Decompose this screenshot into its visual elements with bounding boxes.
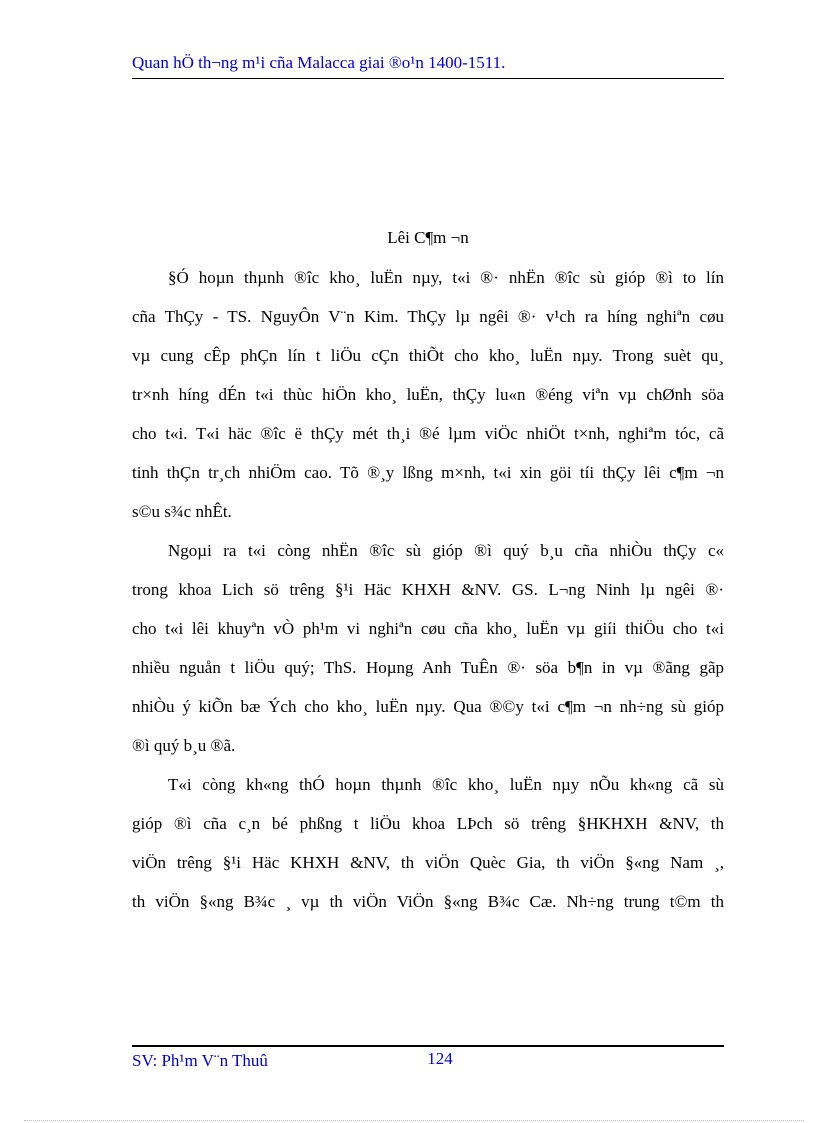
footer-author: SV: Ph¹m V¨n Thuû (132, 1051, 268, 1070)
text-line-10: cho t«i lêi khuyªn vÒ ph¹m vi nghiªn cøu cña kho¸ luËn vµ giíi thiÖu cho t«i (132, 619, 724, 638)
text-line-11: nhiều nguån t liÖu quý; ThS. Hoµng Anh TuÊn ®· söa b¶n in vµ ®ãng gãp (132, 658, 724, 677)
text-line-15: gióp ®ì cña c¸n bé phßng t liÖu khoa LÞch sö trêng §HKHXH &NV, th (132, 814, 724, 833)
text-line-14: T«i còng kh«ng thÓ hoµn thµnh ®îc kho¸ luËn nµy nÕu kh«ng cã sù (168, 775, 724, 794)
text-line-5: cho t«i. T«i häc ®îc ë thÇy mét th¸i ®é lµm viÖc nhiÖt t×nh, nghiªm tóc, cã (132, 424, 724, 443)
text-line-8: Ngoµi ra t«i còng nhËn ®îc sù gióp ®ì quý b¸u cña nhiÒu thÇy c« (168, 541, 724, 560)
text-line-3: vµ cung cÊp phÇn lín t liÖu cÇn thiÕt cho kho¸ luËn nµy. Trong suèt qu¸ (132, 346, 724, 365)
running-header: Quan hÖ th¬ng m¹i cña Malacca giai ®o¹n 1400-1511. (132, 53, 506, 72)
text-line-7: s©u s¾c nhÊt. (132, 502, 232, 521)
text-line-13: ®ì quý b¸u ®ã. (132, 736, 236, 755)
text-line-2: cña ThÇy - TS. NguyÔn V¨n Kim. ThÇy lµ ngêi ®· v¹ch ra híng nghiªn cøu (132, 307, 724, 326)
page-bottom-edge (24, 1120, 804, 1121)
text-line-9: trong khoa Lich sö trêng §¹i Häc KHXH &NV. GS. L¬ng Ninh lµ ngêi ®· (132, 580, 724, 599)
footer-divider (132, 1045, 724, 1047)
text-line-6: tinh thÇn tr¸ch nhiÖm cao. Tõ ®¸y lßng m×nh, t«i xin göi tíi thÇy lêi c¶m ¬n (132, 463, 724, 482)
text-line-16: viÖn trêng §¹i Häc KHXH &NV, th viÖn Quèc Gia, th viÖn §«ng Nam ¸, (132, 853, 724, 872)
page-title: Lêi C¶m ¬n (387, 228, 469, 247)
text-line-1: §Ó hoµn thµnh ®îc kho¸ luËn nµy, t«i ®· nhËn ®îc sù gióp ®ì to lín (168, 268, 724, 287)
text-line-17: th viÖn §«ng B¾c ¸ vµ th viÖn ViÖn §«ng B¾c Cæ. Nh÷ng trung t©m th (132, 892, 724, 911)
text-line-4: tr×nh híng dÉn t«i thùc hiÖn kho¸ luËn, thÇy lu«n ®éng viªn vµ chØnh söa (132, 385, 724, 404)
page-number: 124 (427, 1049, 453, 1068)
document-body (132, 258, 724, 921)
text-line-12: nhiÒu ý kiÕn bæ Ých cho kho¸ luËn nµy. Qua ®©y t«i c¶m ¬n nh÷ng sù gióp (132, 697, 724, 716)
header-divider (132, 78, 724, 79)
